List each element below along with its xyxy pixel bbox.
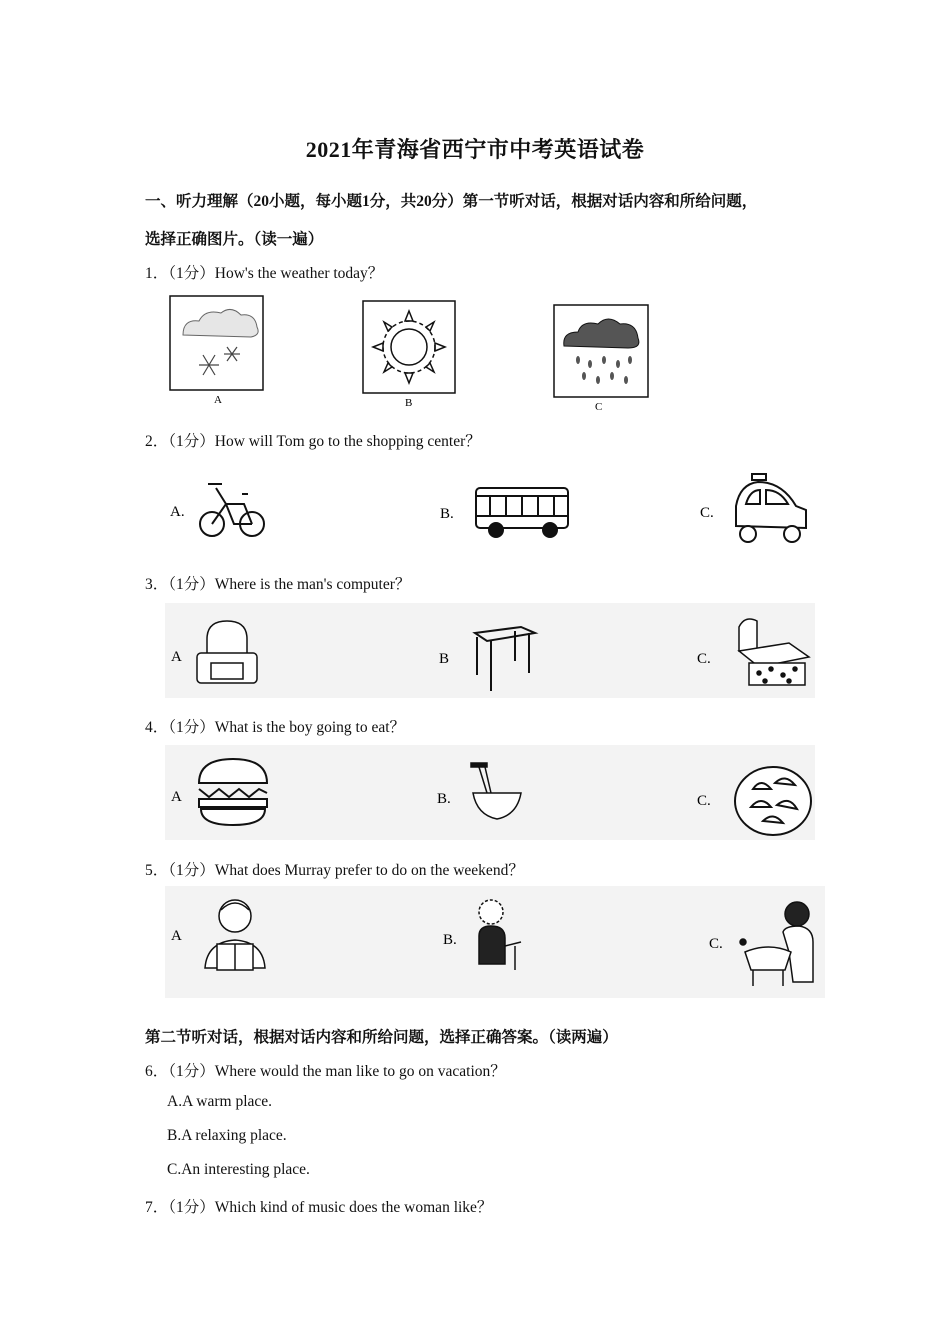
question-3 (145, 572, 410, 594)
question-1 (145, 261, 383, 283)
bicycle-picture (168, 470, 278, 550)
page-title: 2021年青海省西宁市中考英语试卷 (305, 137, 645, 162)
option-letter: B (439, 651, 450, 667)
question-points: （1分） (168, 719, 215, 736)
option-letter: A (171, 789, 182, 805)
question-number: 1． (145, 265, 169, 282)
question-text: Where is the man's computer？ (214, 576, 411, 593)
option-b: B.A relaxing place. (167, 1127, 287, 1144)
question-number: 5． (145, 862, 169, 879)
option-letter: C. (700, 505, 714, 521)
option-letter: A (171, 928, 182, 944)
option-letter: B. (437, 791, 451, 807)
question-text: Which kind of music does the woman like？ (214, 1199, 493, 1216)
question-text: What does Murray prefer to do on the weekend？ (214, 862, 524, 879)
option-letter: A (214, 394, 222, 406)
section2-heading: 第二节听对话，根据对话内容和所给问题，选择正确答案。（读两遍） (145, 1029, 618, 1046)
section1-heading-line2: 选择正确图片。（读一遍） (145, 231, 324, 248)
option-letter: B (405, 397, 413, 409)
option-letter: A (171, 649, 182, 665)
taxi-icon (736, 474, 806, 542)
question-text: How will Tom go to the shopping center？ (214, 433, 481, 450)
question-points: （1分） (168, 433, 215, 450)
option-letter: C. (697, 651, 711, 667)
snowy-weather-picture (165, 293, 270, 408)
option-letter: C. (709, 936, 723, 952)
question-4 (145, 715, 405, 737)
taxi-picture (700, 470, 815, 550)
question-text: What is the boy going to eat？ (214, 719, 406, 736)
bus-icon (476, 488, 568, 537)
question-text: Where would the man like to go on vacation？ (214, 1063, 506, 1080)
question-points: （1分） (168, 862, 215, 879)
option-c: C.An interesting place. (167, 1161, 310, 1178)
question-7 (145, 1195, 492, 1217)
option-letter: B. (440, 506, 454, 522)
question-points: （1分） (168, 265, 215, 282)
option-a: A.A warm place. (167, 1093, 273, 1110)
q4-picture-strip (165, 745, 815, 840)
section1-heading-line1: 一、听力理解（20小题，每小题1分，共20分）第一节听对话，根据对话内容和所给问题， (145, 193, 758, 210)
question-points: （1分） (168, 576, 215, 593)
dumplings-plate-icon (735, 767, 811, 835)
question-text: How's the weather today？ (214, 265, 384, 282)
question-number: 4． (145, 719, 169, 736)
rainy-weather-picture (548, 300, 656, 415)
option-letter: C. (697, 793, 711, 809)
option-letter: B. (443, 932, 457, 948)
bus-picture (440, 480, 575, 545)
question-number: 6． (145, 1063, 169, 1080)
q5-picture-strip (165, 886, 825, 998)
question-6 (145, 1059, 506, 1081)
question-number: 2． (145, 433, 169, 450)
option-letter: A. (170, 504, 185, 520)
question-points: （1分） (168, 1063, 215, 1080)
q3-picture-strip (165, 603, 815, 698)
option-letter: C (595, 401, 603, 413)
sunny-weather-picture (357, 297, 462, 412)
question-number: 3． (145, 576, 169, 593)
question-number: 7． (145, 1199, 169, 1216)
question-2 (145, 429, 481, 451)
bicycle-icon (200, 484, 264, 536)
question-points: （1分） (168, 1199, 215, 1216)
question-5 (145, 858, 524, 880)
